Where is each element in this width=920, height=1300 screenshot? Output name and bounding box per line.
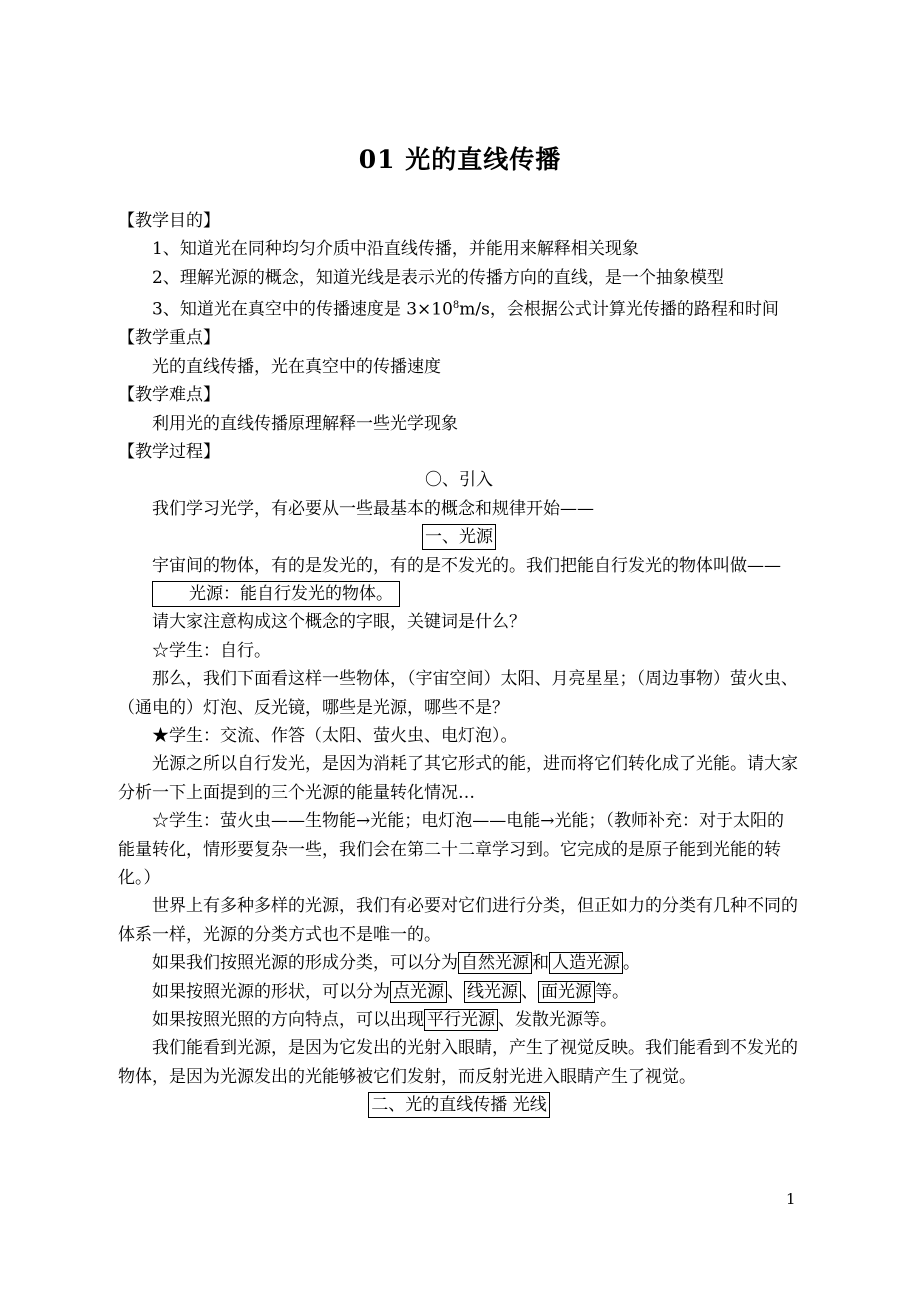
paragraph-7-end: 、发散光源等。	[498, 1010, 617, 1031]
goal-item-2: 2、理解光源的概念，知道光线是表示光的传播方向的直线，是一个抽象模型	[152, 267, 724, 288]
subheading-light-source: 一、光源	[422, 524, 496, 550]
goal-item-1: 1、知道光在同种均匀介质中沿直线传播，并能用来解释相关现象	[152, 239, 639, 260]
term-point-light-source: 点光源	[390, 981, 447, 1003]
intro-paragraph: 我们学习光学，有必要从一些最基本的概念和规律开始——	[152, 498, 594, 519]
term-line-light-source: 线光源	[464, 981, 521, 1003]
paragraph-7	[118, 1006, 800, 1034]
goal-item-3-exponent: 8	[452, 300, 460, 312]
goal-item-3	[118, 292, 800, 324]
paragraph-2: 那么，我们下面看这样一些物体，（宇宙空间）太阳、月亮星星；（周边事物）萤火虫、（通电的）灯泡、反光镜，哪些是光源，哪些不是？	[118, 669, 798, 718]
subheading-light-source-wrap	[118, 523, 800, 551]
section-heading-process: 【教学过程】	[118, 441, 220, 462]
goal-item-3-text-a: 3、知道光在真空中的传播速度是 3×10	[152, 299, 453, 320]
goal-item-3-text-b: m/s，会根据公式计算光传播的路程和时间	[459, 299, 779, 320]
paragraph-6	[118, 978, 800, 1006]
term-natural-light-source: 自然光源	[458, 952, 532, 974]
paragraph-5-end: 。	[623, 953, 640, 974]
subheading-intro: 〇、引入	[425, 470, 493, 491]
page-title: 01 光的直线传播	[358, 145, 562, 174]
paragraph-7-text: 如果按照光照的方向特点，可以出现	[152, 1010, 424, 1031]
section-heading-difficulty: 【教学难点】	[118, 385, 220, 406]
paragraph-1: 宇宙间的物体，有的是发光的，有的是不发光的。我们把能自行发光的物体叫做——	[152, 555, 781, 576]
paragraph-4: 世界上有多种多样的光源，我们有必要对它们进行分类，但正如力的分类有几种不同的体系一样，光源的分类方式也不是唯一的。	[118, 896, 798, 945]
section-heading-key: 【教学重点】	[118, 328, 220, 349]
subheading-rectilinear-propagation: 二、光的直线传播 光线	[368, 1092, 549, 1118]
paragraph-5	[118, 949, 800, 977]
paragraph-5-text: 如果我们按照光源的形成分类，可以分为	[152, 953, 458, 974]
question-1: 请大家注意构成这个概念的字眼，关键词是什么？	[152, 612, 526, 633]
paragraph-6-sep-2: 、	[521, 981, 538, 1002]
answer-2: ★学生：交流、作答（太阳、萤火虫、电灯泡）。	[152, 725, 518, 746]
term-parallel-light-source: 平行光源	[424, 1009, 498, 1031]
answer-3: ☆学生：萤火虫——生物能→光能；电灯泡——电能→光能；（教师补充：对于太阳的能量转化，情形要复杂一些，我们会在第二十二章学习到。它完成的是原子能到光能的转化。）	[118, 811, 784, 888]
document-body	[118, 207, 800, 1120]
paragraph-6-text: 如果按照光源的形状，可以分为	[152, 981, 390, 1002]
key-point: 光的直线传播，光在真空中的传播速度	[152, 356, 441, 377]
paragraph-6-end: 等。	[595, 981, 629, 1002]
definition-box: 光源：能自行发光的物体。	[152, 581, 400, 607]
paragraph-8: 我们能看到光源，是因为它发出的光射入眼睛，产生了视觉反映。我们能看到不发光的物体，是因为光源发出的光能够被它们发射，而反射光进入眼睛产生了视觉。	[118, 1038, 798, 1087]
term-surface-light-source: 面光源	[538, 981, 595, 1003]
subheading-rectilinear-wrap	[118, 1091, 800, 1119]
term-artificial-light-source: 人造光源	[549, 952, 623, 974]
section-heading-goal: 【教学目的】	[118, 211, 220, 231]
paragraph-5-conj: 和	[532, 953, 549, 974]
page-number: 1	[786, 1190, 796, 1208]
paragraph-6-sep-1: 、	[447, 981, 464, 1002]
paragraph-3: 光源之所以自行发光，是因为消耗了其它形式的能，进而将它们转化成了光能。请大家分析一下上面提到的三个光源的能量转化情况…	[118, 754, 798, 803]
difficulty-point: 利用光的直线传播原理解释一些光学现象	[152, 413, 458, 434]
definition-wrap	[118, 580, 800, 608]
answer-1: ☆学生：自行。	[152, 640, 271, 661]
